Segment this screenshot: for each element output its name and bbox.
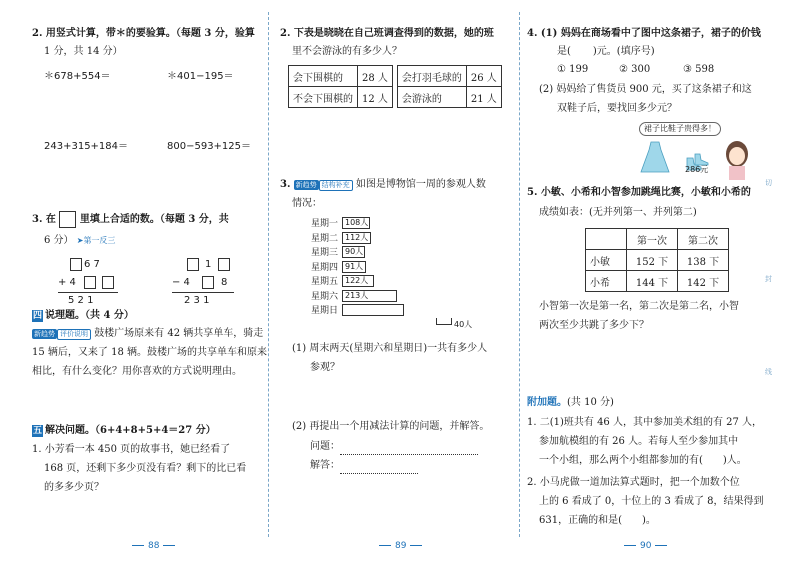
q4-2-line2: 双鞋子后，要找回多少元？ — [557, 103, 677, 114]
table-cell: 会打羽毛球的 — [397, 66, 466, 87]
section4-title-text: 说理题。（共 4 分） — [45, 310, 134, 321]
structure-tag: 结构补充 — [319, 180, 353, 191]
b2-line2: 上的 6 看成了 0，十位上的 3 看成了 8，结果得到 — [539, 496, 764, 507]
ask-answer-line[interactable] — [340, 454, 478, 455]
eval-tag: 评价说明 — [57, 329, 91, 340]
page-number-left-text: 88 — [148, 541, 160, 551]
column-divider-right — [519, 12, 520, 537]
puzzle1-result: 5 2 1 — [68, 295, 94, 306]
q3-heading-line1 — [32, 211, 229, 228]
blank-box[interactable] — [102, 276, 114, 289]
sec4-line3: 相比，有什么变化？用你喜欢的方式说明理由。 — [32, 366, 242, 377]
q1-line3: 的多多少页？ — [44, 482, 104, 493]
calc-b: ＊401−195＝ — [167, 71, 234, 82]
legend-unit — [436, 318, 472, 332]
b1-line2: 参加航模组的有 26 人。若每人至少参加其中 — [539, 436, 739, 447]
q4-2-line1: (2) 妈妈给了售货员 900 元，买了这条裙子和这 — [539, 84, 752, 95]
bar: 112人 — [342, 232, 371, 244]
q2-heading-line2: 1 分，共 14 分） — [44, 46, 123, 57]
b1-line3 — [539, 454, 747, 468]
score-table — [585, 228, 729, 292]
blank-box[interactable] — [202, 276, 214, 289]
table-row — [289, 87, 502, 108]
b1-line3-pre: 一个小组，那么两个小组都参加的有( — [539, 455, 703, 466]
day-label: 星期六 — [310, 291, 338, 302]
puzzle1-plus: + 4 — [58, 277, 76, 288]
day-label: 星期四 — [310, 262, 338, 273]
bar — [342, 304, 404, 316]
q4-option-3: ③ 598 — [683, 64, 715, 75]
page-number-middle — [375, 541, 426, 551]
legend-text: 40人 — [454, 320, 473, 329]
blank-box[interactable] — [187, 258, 199, 271]
margin-cut-text: 切 — [765, 179, 772, 187]
q3-ref-link[interactable]: ➤第一反三 — [76, 236, 116, 245]
puzzle1-rule — [58, 292, 118, 293]
table-cell: 21 人 — [466, 87, 501, 108]
trend-tag: 新趋势 — [34, 330, 55, 338]
table-cell: 会下围棋的 — [289, 66, 358, 87]
bar: 108人 — [342, 217, 370, 229]
day-label: 星期一 — [310, 219, 338, 229]
page-number-left — [128, 541, 179, 551]
trend-tag: 新趋势 — [295, 181, 317, 189]
page-90 — [527, 0, 765, 566]
q3-post: 里填上合适的数。（每题 3 分，共 — [79, 214, 229, 225]
bar: 91人 — [342, 261, 366, 273]
bonus-title-text: 附加题。 — [527, 397, 567, 408]
puzzle2-mid-right: 8 — [221, 277, 228, 288]
bar: 90人 — [342, 246, 365, 258]
q3-pre: 3. 在 — [32, 214, 56, 225]
sec4-line2: 15 辆后，又来了 18 辆。鼓楼广场的共享单车和原来 — [32, 347, 267, 358]
table-cell: 26 人 — [466, 66, 501, 87]
c2-q3-line1: 3. 新趋势 结构补充 如图是博物馆一周的参观人数 — [280, 179, 486, 190]
table-cell: 28 人 — [358, 66, 393, 87]
page-number-right-text: 90 — [640, 541, 652, 551]
sub1-line1: (1) 周末两天(星期六和星期日)一共有多少人 — [292, 343, 488, 354]
q1-line2: 168 页，还剩下多少页没有看？剩下的比已看 — [44, 463, 247, 474]
calc-a: ＊678+554＝ — [44, 71, 111, 82]
sec4-line1 — [32, 327, 263, 341]
ask-label: 问题： — [310, 441, 340, 452]
section4-title — [32, 309, 134, 323]
table-cell: 不会下围棋的 — [289, 87, 358, 108]
shoe-price: 286元 — [685, 165, 709, 174]
day-label: 星期日 — [310, 306, 338, 316]
c2-q3-line1-text: 如图是博物馆一周的参观人数 — [355, 179, 486, 190]
puzzle2-result: 2 3 1 — [184, 295, 210, 306]
sub2-line1: (2) 再提出一个用减法计算的问题，并解答。 — [292, 421, 490, 432]
table-row — [586, 229, 729, 250]
table-cell: 142 下 — [678, 271, 729, 292]
section5-number: 五 — [32, 426, 42, 436]
q4-line1: 4. (1) 妈妈在商场看中了图中这条裙子，裙子的价钱 — [527, 28, 761, 39]
blank-box[interactable] — [218, 258, 230, 271]
c2-q3-line2: 情况： — [292, 198, 322, 209]
puzzle2-minus: − 4 — [172, 277, 190, 288]
b2-line3 — [539, 514, 656, 528]
fill-box-icon — [59, 211, 76, 228]
c2-q2-line2: 里不会游泳的有多少人？ — [292, 46, 402, 57]
q5-line1: 5. 小敏、小希和小智参加跳绳比赛，小敏和小希的 — [527, 187, 751, 198]
table-row — [586, 271, 729, 292]
blank-box[interactable] — [70, 258, 82, 271]
puzzle2-top-mid: 1 — [205, 259, 212, 270]
q4-line2 — [557, 45, 655, 59]
puzzle2-rule — [172, 292, 234, 293]
table-cell — [586, 229, 627, 250]
q3-line2: 6 分） — [44, 235, 74, 246]
b2-line1: 2. 小马虎做一道加法算式题时，把一个加数个位 — [527, 477, 740, 488]
day-label: 星期三 — [310, 248, 338, 258]
q4-line2-pre: 是( — [557, 46, 571, 57]
dress-icon — [641, 142, 669, 172]
solve-answer-line[interactable] — [340, 473, 418, 474]
b1-line3-post: )人。 — [722, 455, 747, 466]
puzzle1-top: 6 7 — [84, 259, 100, 270]
blank-box[interactable] — [84, 276, 96, 289]
bar: 122人 — [342, 275, 374, 287]
survey-table — [288, 65, 502, 108]
page-88 — [22, 0, 267, 566]
sub1-line2: 参观？ — [310, 362, 340, 373]
b2-line3-post: )。 — [642, 515, 656, 526]
table-cell: 152 下 — [627, 250, 678, 271]
section5-title — [32, 424, 216, 438]
section5-title-text: 解决问题。（6+4+8+5+4＝27 分） — [45, 425, 216, 436]
section4-number: 四 — [32, 311, 42, 321]
sec4-line1-text: 鼓楼广场原来有 42 辆共享单车，骑走 — [94, 328, 264, 339]
legend-bracket-icon — [436, 318, 452, 325]
table-cell: 小希 — [586, 271, 627, 292]
table-cell: 138 下 — [678, 250, 729, 271]
q5-line4: 两次至少共跳了多少下？ — [539, 320, 649, 331]
speech-bubble: 裙子比鞋子贵得多！ — [639, 122, 721, 136]
answer-label: 解答： — [310, 460, 340, 471]
margin-line-text: 线 — [765, 368, 772, 376]
day-label: 星期二 — [310, 233, 338, 244]
table-cell: 会游泳的 — [397, 87, 466, 108]
girl-icon — [726, 141, 748, 180]
margin-seal-text: 封 — [765, 275, 772, 283]
table-cell: 第二次 — [678, 229, 729, 250]
bar: 213人 — [342, 290, 397, 302]
table-cell: 第一次 — [627, 229, 678, 250]
table-cell: 小敏 — [586, 250, 627, 271]
bonus-title — [527, 396, 614, 410]
table-cell: 144 下 — [627, 271, 678, 292]
q4-option-1: ① 199 — [557, 64, 589, 75]
column-divider-left — [268, 12, 269, 537]
day-label: 星期五 — [310, 277, 338, 287]
table-row — [586, 250, 729, 271]
q5-line2: 成绩如表：(无并列第一、并列第二) — [539, 207, 697, 218]
c2-q2-line1: 2. 下表是晓晓在自己班调查得到的数据，她的班 — [280, 28, 494, 39]
table-row — [289, 66, 502, 87]
q4-option-2: ② 300 — [619, 64, 651, 75]
b1-line1: 1. 二(1)班共有 46 人，其中参加美术组的有 27 人， — [527, 417, 763, 428]
table-cell: 12 人 — [358, 87, 393, 108]
calc-d: 800−593+125＝ — [167, 141, 252, 152]
b2-line3-pre: 631，正确的和是( — [539, 515, 622, 526]
calc-c: 243+315+184＝ — [44, 141, 129, 152]
page-number-middle-text: 89 — [395, 541, 407, 551]
q2-heading-line1: 2. 用竖式计算，带＊的要验算。（每题 3 分，验算 — [32, 28, 255, 39]
bonus-score: (共 10 分) — [567, 397, 614, 408]
q1-line1: 1. 小芳看一本 450 页的故事书，她已经看了 — [32, 444, 231, 455]
page-89 — [276, 0, 516, 566]
q3-heading-line2 — [44, 234, 115, 248]
q4-line2-post: )元。(填序号) — [592, 46, 655, 57]
page-number-right — [620, 541, 671, 551]
q5-line3: 小智第一次是第一名，第二次是第二名，小智 — [539, 301, 739, 312]
